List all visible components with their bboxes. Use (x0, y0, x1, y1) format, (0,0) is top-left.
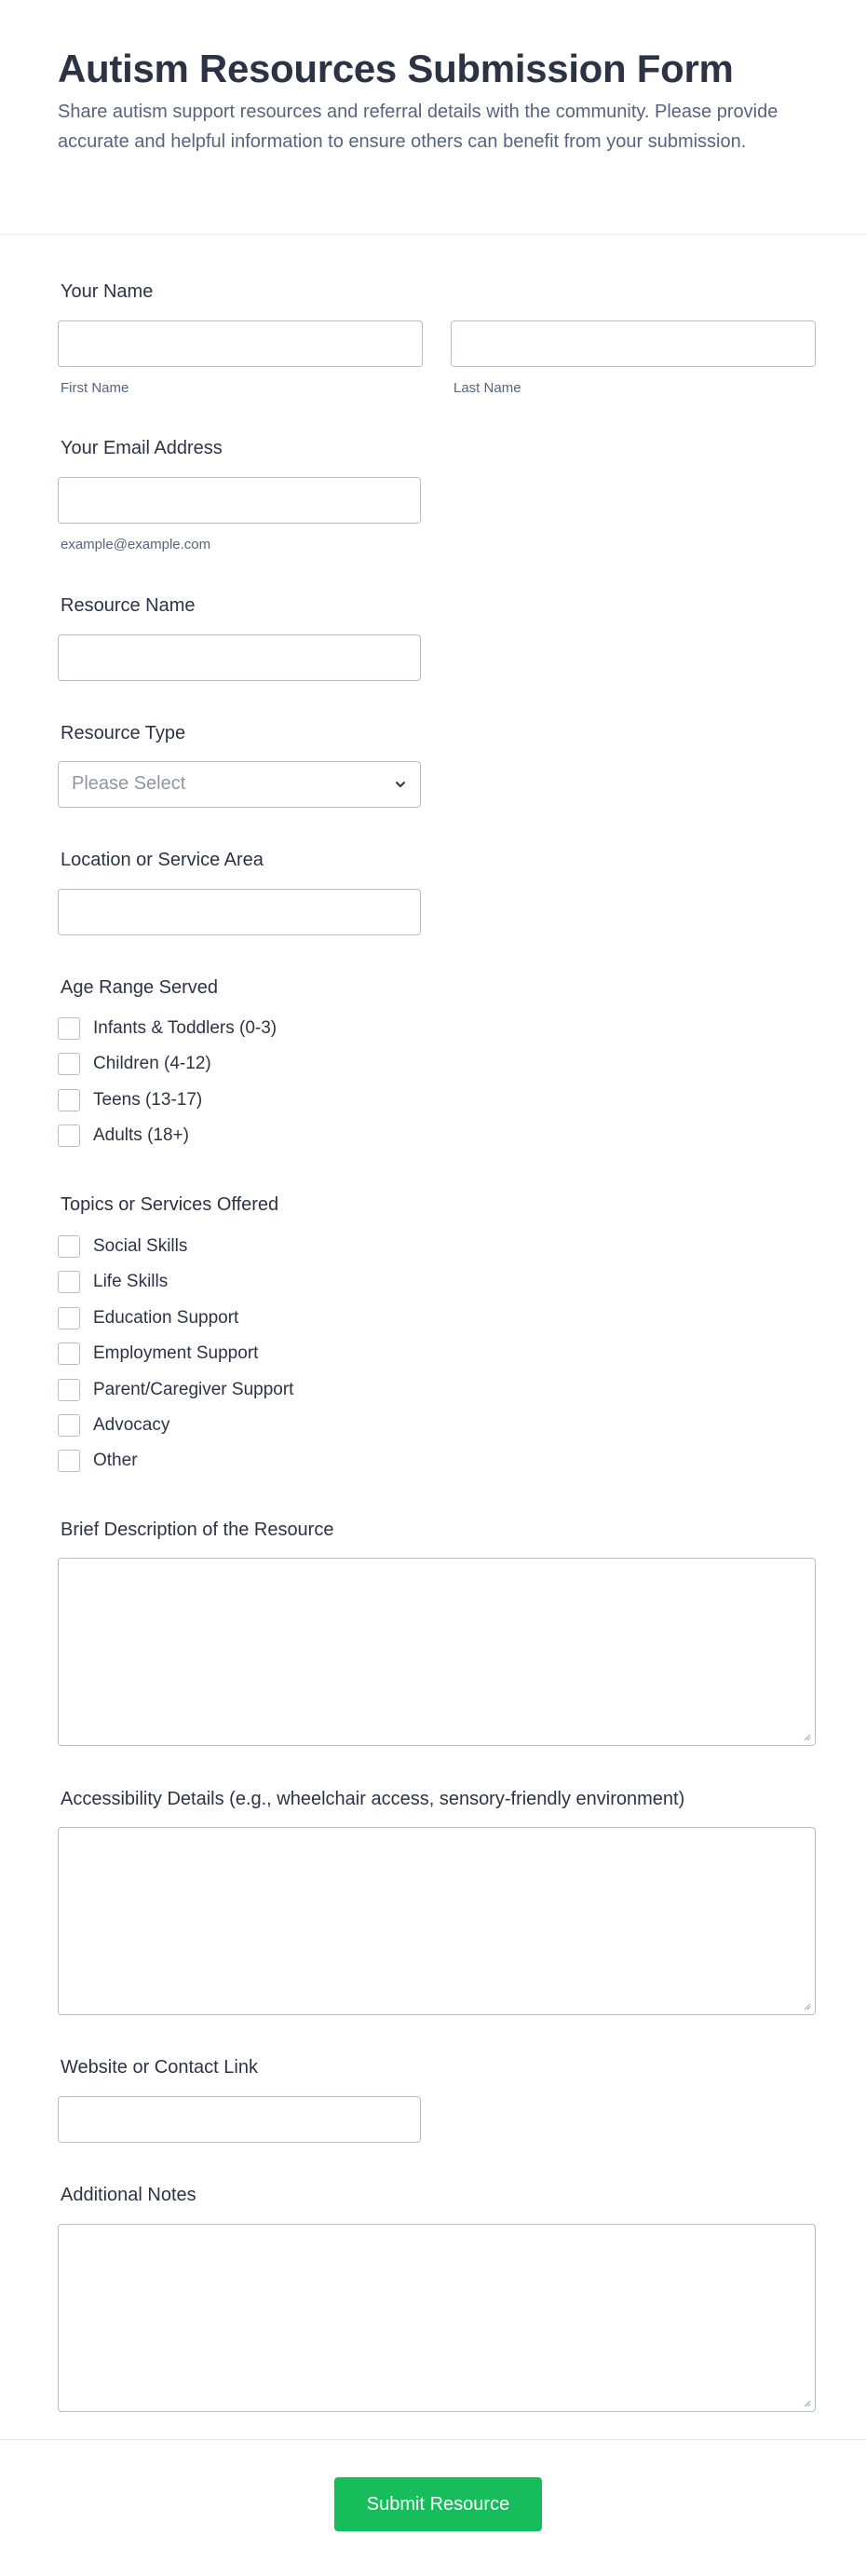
email-sublabel: example@example.com (61, 537, 211, 552)
topics-label: Topics or Services Offered (61, 1194, 279, 1215)
website-input[interactable] (58, 2096, 421, 2143)
resource-name-label: Resource Name (61, 595, 196, 616)
chevron-down-icon (394, 778, 407, 791)
checkbox[interactable] (58, 1450, 80, 1472)
age-option-label: Infants & Toddlers (0-3) (93, 1018, 277, 1038)
last-name-input[interactable] (451, 320, 816, 367)
website-label: Website or Contact Link (61, 2057, 258, 2078)
resource-type-placeholder: Please Select (72, 773, 186, 794)
resource-name-input[interactable] (58, 634, 421, 681)
topic-option-label: Life Skills (93, 1272, 169, 1291)
topic-option-label: Parent/Caregiver Support (93, 1380, 294, 1399)
topic-option-label: Social Skills (93, 1236, 188, 1256)
age-option-label: Children (4-12) (93, 1054, 211, 1073)
checkbox[interactable] (58, 1343, 80, 1365)
resize-grip-icon[interactable] (802, 2001, 811, 2010)
checkbox[interactable] (58, 1053, 80, 1075)
submit-button[interactable]: Submit Resource (334, 2477, 542, 2531)
checkbox[interactable] (58, 1307, 80, 1329)
first-name-sublabel: First Name (61, 380, 129, 396)
last-name-sublabel: Last Name (453, 380, 521, 396)
form-footer (0, 2439, 866, 2576)
name-label: Your Name (61, 281, 154, 302)
notes-textarea[interactable] (58, 2224, 816, 2412)
page-subtitle: Share autism support resources and referral details with the community. Please provide accurate and helpful information to ensure others can benefit from your submission. (58, 102, 778, 152)
email-label: Your Email Address (61, 438, 223, 458)
age-option-label: Teens (13-17) (93, 1090, 203, 1110)
description-label: Brief Description of the Resource (61, 1520, 334, 1540)
checkbox[interactable] (58, 1271, 80, 1293)
topic-option-label: Education Support (93, 1308, 239, 1328)
checkbox[interactable] (58, 1414, 80, 1437)
accessibility-textarea[interactable] (58, 1827, 816, 2015)
location-input[interactable] (58, 889, 421, 935)
accessibility-label: Accessibility Details (e.g., wheelchair access, sensory-friendly environment) (61, 1789, 685, 1809)
email-input[interactable] (58, 477, 421, 524)
location-label: Location or Service Area (61, 850, 264, 870)
description-textarea[interactable] (58, 1558, 816, 1746)
resize-grip-icon[interactable] (802, 1732, 811, 1741)
page-title: Autism Resources Submission Form (58, 47, 734, 90)
resource-type-select[interactable] (58, 761, 421, 808)
topic-option-label: Employment Support (93, 1343, 259, 1363)
age-option-label: Adults (18+) (93, 1125, 189, 1145)
form-header (0, 0, 866, 235)
topic-option-label: Other (93, 1451, 138, 1470)
checkbox[interactable] (58, 1124, 80, 1147)
checkbox[interactable] (58, 1235, 80, 1258)
resource-type-label: Resource Type (61, 723, 186, 743)
checkbox[interactable] (58, 1017, 80, 1040)
resize-grip-icon[interactable] (802, 2398, 811, 2407)
topic-option-label: Advocacy (93, 1415, 170, 1435)
first-name-input[interactable] (58, 320, 423, 367)
age-range-label: Age Range Served (61, 977, 219, 998)
checkbox[interactable] (58, 1089, 80, 1111)
checkbox[interactable] (58, 1379, 80, 1401)
notes-label: Additional Notes (61, 2185, 196, 2205)
